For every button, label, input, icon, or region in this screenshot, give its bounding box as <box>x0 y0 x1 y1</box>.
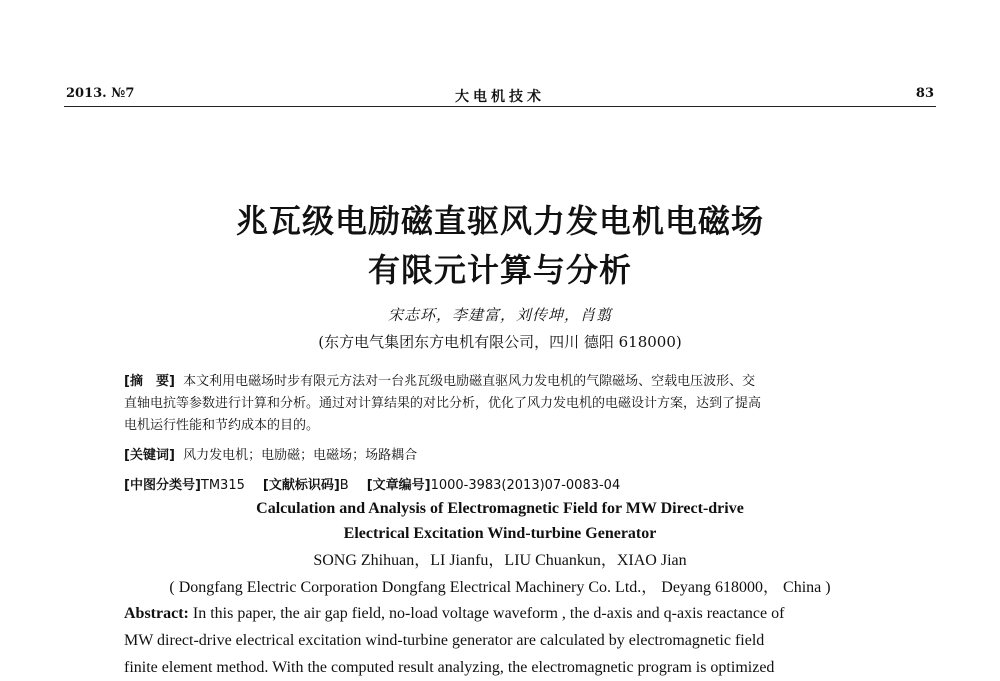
classification-line <box>124 474 924 493</box>
article-id-value: 1000-3983(2013)07-0083-04 <box>430 478 621 493</box>
paper-title-line2: 有限元计算与分析 <box>367 251 632 289</box>
clc-label: [中图分类号] <box>124 478 201 493</box>
abstract-line: 本文利用电磁场时步有限元方法对一台兆瓦级电励磁直驱风力发电机的气隙磁场、空载电压波形、交 <box>183 374 756 389</box>
english-title-line1: Calculation and Analysis of Electromagnetic Field for MW Direct-drive <box>256 500 744 517</box>
keywords <box>124 444 884 463</box>
paper-title-line1: 兆瓦级电励磁直驱风力发电机电磁场 <box>235 202 764 240</box>
author-list: 宋志环，李建富，刘传坤，肖翦 <box>387 306 612 324</box>
article-id-label: [文章编号] <box>366 478 431 493</box>
english-abstract-line: MW direct-drive electrical excitation wind-turbine generator are calculated by electromagnetic field <box>124 632 765 649</box>
affiliation: (东方电气集团东方电机有限公司，四川 德阳 618000) <box>318 333 682 351</box>
english-abstract-line: In this paper, the air gap field, no-load voltage waveform , the d-axis and q-axis reactance of <box>192 605 785 622</box>
abstract-label: [摘 要] <box>124 374 175 389</box>
doc-code-label: [文献标识码] <box>262 478 340 493</box>
header-rule <box>64 106 936 107</box>
english-abstract-label: Abstract: <box>124 605 189 622</box>
keywords-text: 风力发电机；电励磁；电磁场；场路耦合 <box>183 448 418 463</box>
abstract-line: 电机运行性能和节约成本的目的。 <box>124 418 320 433</box>
journal-name: 大电机技术 <box>455 89 545 105</box>
english-abstract-line: finite element method. With the computed result analyzing, the electromagnetic program is optimized <box>124 659 775 676</box>
doc-code-value: B <box>339 478 349 493</box>
english-title-line2: Electrical Excitation Wind-turbine Generator <box>343 525 657 542</box>
chinese-abstract <box>124 371 884 437</box>
issue-number: 2013. №7 <box>66 86 135 101</box>
english-affiliation: ( Dongfang Electric Corporation Dongfang Electrical Machinery Co. Ltd.， Deyang 618000， China ) <box>169 579 831 596</box>
english-authors: SONG Zhihuan，LI Jianfu，LIU Chuankun，XIAO Jian <box>313 552 687 569</box>
page-number: 83 <box>915 86 934 101</box>
keywords-label: [关键词] <box>124 448 175 463</box>
clc-value: TM315 <box>200 478 245 493</box>
abstract-line: 直轴电抗等参数进行计算和分析。通过对计算结果的对比分析，优化了风力发电机的电磁设计方案，达到了提高 <box>124 396 762 411</box>
